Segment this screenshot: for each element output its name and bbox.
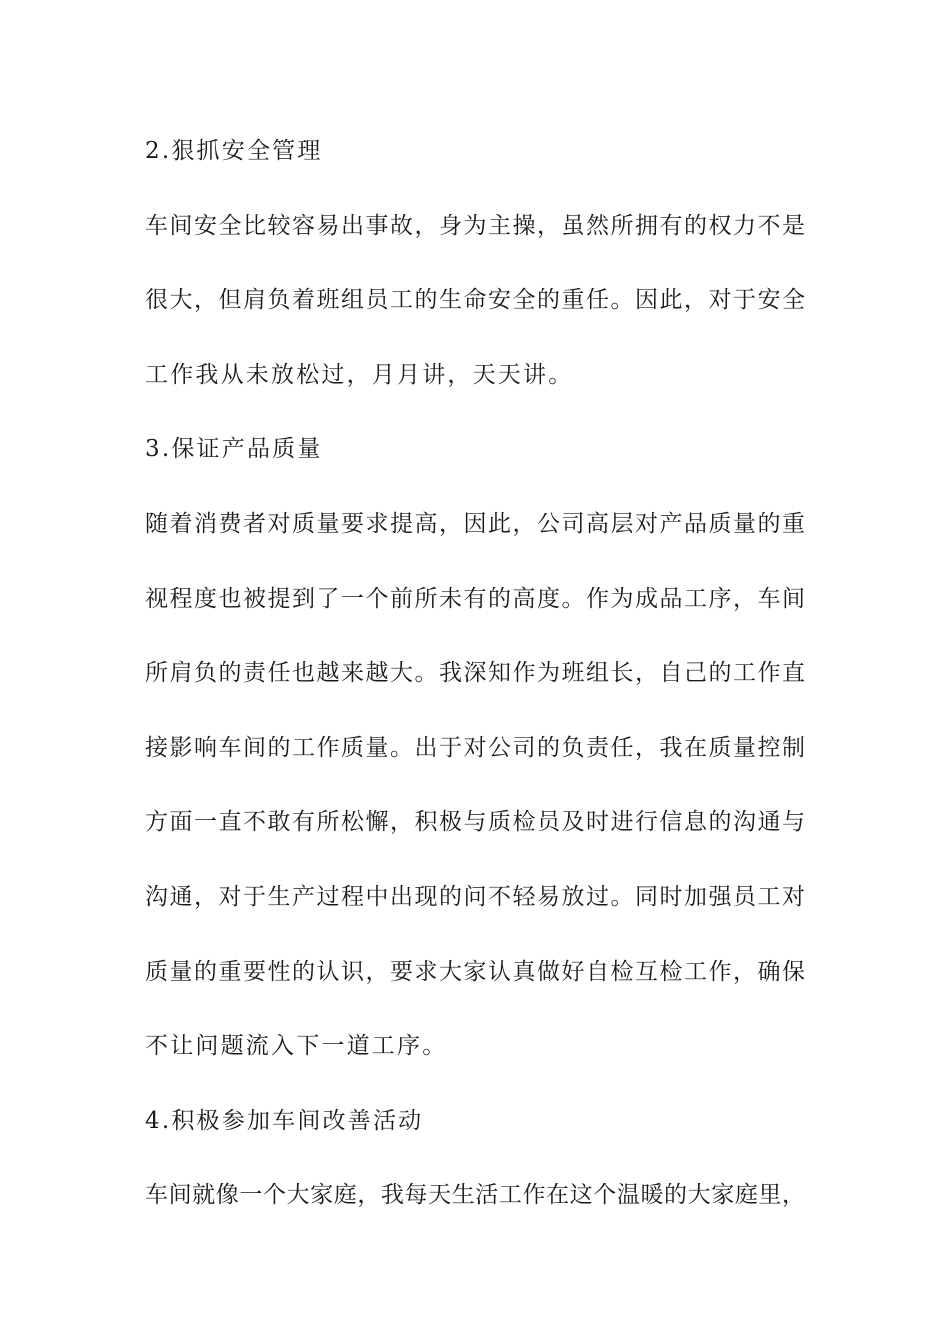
paragraph-line: 车间就像一个大家庭，我每天生活工作在这个温暖的大家庭里， — [145, 1182, 805, 1209]
paragraph-line: 方面一直不敢有所松懈，积极与质检员及时进行信息的沟通与 — [145, 809, 805, 836]
paragraph-line: 工作我从未放松过，月月讲，天天讲。 — [145, 361, 574, 388]
paragraph-line: 接影响车间的工作质量。出于对公司的负责任，我在质量控制 — [145, 734, 805, 761]
paragraph-line: 随着消费者对质量要求提高，因此，公司高层对产品质量的重 — [145, 510, 805, 537]
paragraph-line: 沟通，对于生产过程中出现的问不轻易放过。同时加强员工对 — [145, 883, 805, 910]
section-heading-quality: 3.保证产品质量 — [145, 436, 323, 463]
paragraph-line: 质量的重要性的认识，要求大家认真做好自检互检工作，确保 — [145, 958, 805, 985]
paragraph-line: 很大，但肩负着班组员工的生命安全的重任。因此，对于安全 — [145, 287, 805, 314]
paragraph-line: 车间安全比较容易出事故，身为主操，虽然所拥有的权力不是 — [145, 212, 805, 239]
paragraph-line: 所肩负的责任也越来越大。我深知作为班组长，自己的工作直 — [145, 660, 805, 687]
section-heading-improvement: 4.积极参加车间改善活动 — [145, 1107, 424, 1134]
document-body — [145, 122, 805, 1241]
section-heading-safety: 2.狠抓安全管理 — [145, 138, 323, 164]
paragraph-line: 不让问题流入下一道工序。 — [145, 1033, 448, 1060]
paragraph-line: 视程度也被提到了一个前所未有的高度。作为成品工序，车间 — [145, 585, 805, 612]
